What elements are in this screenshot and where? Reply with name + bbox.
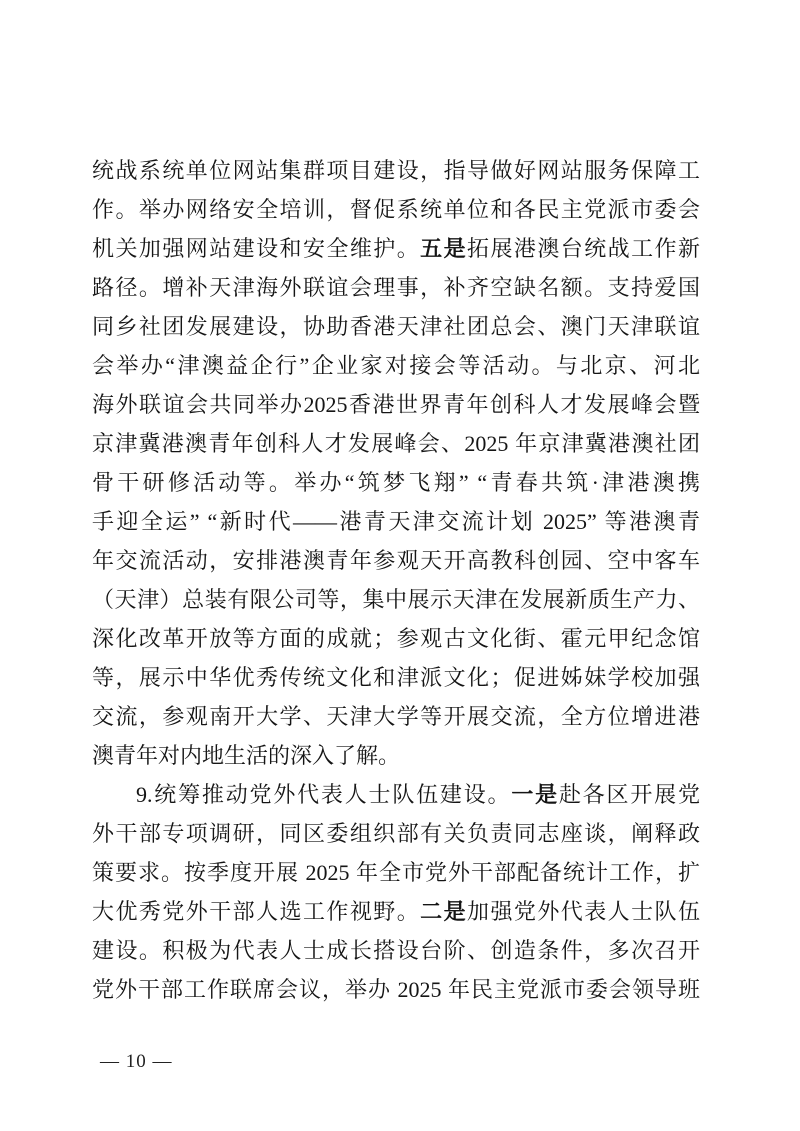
text-segment: 作。举办网络安全培训，督促系统单位和各民主党派市委会 [92,197,700,222]
text-line [92,268,700,307]
text-segment: 拓展港澳台统战工作新 [467,236,700,261]
text-segment: 海外联谊会共同举办2025香港世界青年创科人才发展峰会暨 [92,392,700,417]
text-segment: 机关加强网站建设和安全维护。 [92,236,421,261]
text-segment: 路径。增补天津海外联谊会理事，补齐空缺名额。支持爱国 [92,275,700,300]
text-line [92,307,700,346]
text-segment: 策要求。按季度开展 2025 年全市党外干部配备统计工作，扩 [92,860,700,885]
text-segment: 大优秀党外干部人选工作视野。 [92,899,421,924]
text-segment: 同乡社团发展建设，协助香港天津社团总会、澳门天津联谊 [92,314,700,339]
text-segment: 深化改革开放等方面的成就；参观古文化街、霍元甲纪念馆 [92,626,700,651]
text-line [92,658,700,697]
text-segment: 交流，参观南开大学、天津大学等开展交流，全方位增进港 [92,704,700,729]
page-number: — 10 — [100,1051,173,1072]
bold-marker-text: 一是 [511,782,559,807]
text-segment: 京津冀港澳青年创科人才发展峰会、2025 年京津冀港澳社团 [92,431,700,456]
text-segment: 手迎全运” “新时代——港青天津交流计划 2025” 等港澳青 [92,509,700,534]
text-segment: 外干部专项调研，同区委组织部有关负责同志座谈，阐释政 [92,821,700,846]
text-line [92,424,700,463]
text-segment: 骨干研修活动等。举办“筑梦飞翔” “青春共筑·津港澳携 [92,470,700,495]
text-segment: 党外干部工作联席会议，举办 2025 年民主党派市委会领导班 [92,977,700,1002]
text-line [92,736,700,775]
text-line [92,970,700,1009]
text-segment: 赴各区开展党 [558,782,700,807]
text-line [92,619,700,658]
text-line [92,697,700,736]
text-line [92,385,700,424]
text-segment: 会举办“津澳益企行”企业家对接会等活动。与北京、河北 [92,353,700,378]
bold-marker-text: 二是 [420,899,468,924]
text-line [92,814,700,853]
text-segment: 加强党外代表人士队伍 [467,899,700,924]
text-line [92,463,700,502]
text-block [92,151,700,1009]
text-line [92,775,700,814]
text-line [92,502,700,541]
text-segment: 9.统筹推动党外代表人士队伍建设。 [136,782,512,807]
text-line [92,931,700,970]
text-segment: 年交流活动，安排港澳青年参观天开高教科创园、空中客车 [92,548,700,573]
text-line [92,892,700,931]
text-line [92,346,700,385]
text-segment: 等，展示中华优秀传统文化和津派文化；促进姊妹学校加强 [92,665,700,690]
bold-marker-text: 五是 [420,236,468,261]
text-segment: 统战系统单位网站集群项目建设，指导做好网站服务保障工 [92,158,700,183]
text-line [92,853,700,892]
text-line [92,151,700,190]
text-line [92,229,700,268]
text-line [92,580,700,619]
text-segment: 澳青年对内地生活的深入了解。 [92,743,401,768]
text-segment: 建设。积极为代表人士成长搭设台阶、创造条件，多次召开 [92,938,700,963]
text-line [92,190,700,229]
text-segment: （天津）总装有限公司等，集中展示天津在发展新质生产力、 [92,587,700,612]
text-line [92,541,700,580]
